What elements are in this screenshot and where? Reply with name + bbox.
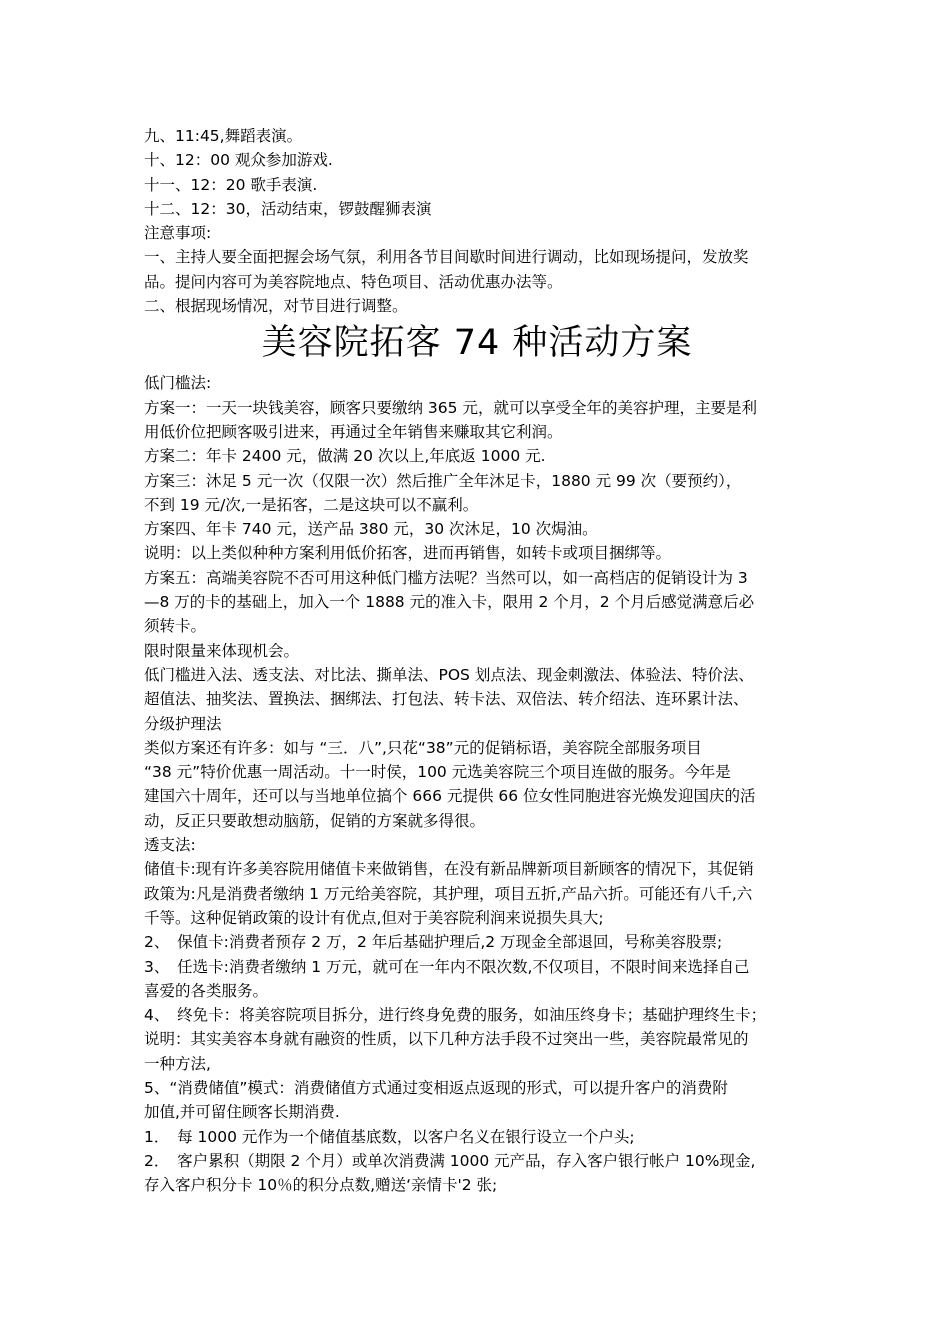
text-line: 十、12：00 观众参加游戏. [144, 151, 333, 170]
text-line: 千等。这种促销政策的设计有优点,但对于美容院利润来说损失具大; [144, 908, 604, 927]
text-line: 动，反正只要敢想动脑筋，促销的方案就多得很。 [144, 811, 486, 830]
text-line: 5、“消费储值”模式：消费储值方式通过变相返点返现的形式，可以提升客户的消费附 [144, 1078, 728, 1097]
text-line: 政策为:凡是消费者缴纳 1 万元给美容院，其护理，项目五折,产品六折。可能还有八千,六 [144, 884, 753, 903]
text-line: —8 万的卡的基础上，加入一个 1888 元的准入卡，限用 2 个月，2 个月后感觉满意后必 [144, 593, 755, 612]
text-line: 存入客户积分卡 10％的积分点数,赠送‘亲情卡'2 张; [144, 1176, 498, 1195]
text-line: 十一、12：20 歌手表演. [144, 175, 318, 194]
text-line: 说明：以上类似种种方案利用低价拓客，进而再销售，如转卡或项目捆绑等。 [144, 544, 672, 563]
text-line: 4、 终免卡：将美容院项目拆分，进行终身免费的服务，如油压终身卡；基础护理终生卡； [144, 1006, 767, 1025]
text-line: 低门槛进入法、透支法、对比法、撕单法、POS 划点法、现金刺激法、体验法、特价法、 [144, 665, 754, 684]
text-line: 十二、12：30，活动结束，锣鼓醒狮表演 [144, 199, 432, 218]
text-line: 2、 保值卡:消费者预存 2 万，2 年后基础护理后,2 万现金全部退回，号称美容股票; [144, 933, 723, 952]
text-line: 九、11:45,舞蹈表演。 [144, 127, 303, 145]
text-line: 一、主持人要全面把握会场气氛，利用各节目间歇时间进行调动，比如现场提问，发放奖 [144, 248, 749, 267]
text-line: 喜爱的各类服务。 [144, 981, 269, 1000]
text-line: 方案二：年卡 2400 元，做满 20 次以上,年底返 1000 元. [144, 447, 546, 466]
text-line: 限时限量来体现机会。 [144, 641, 300, 660]
text-line: 超值法、抽奖法、置换法、捆绑法、打包法、转卡法、双倍法、转介绍法、连环累计法、 [144, 690, 749, 709]
text-line: 3、 任选卡:消费者缴纳 1 万元，就可在一年内不限次数,不仅项目，不限时间来选择自己 [144, 957, 750, 976]
text-line: 不到 19 元/次,一是拓客，二是这块可以不赢利。 [144, 495, 479, 514]
schedule-section [144, 124, 810, 318]
text-line: 建国六十周年，还可以与当地单位搞个 666 元提供 66 位女性同胞进容光焕发迎国庆的活 [144, 787, 756, 806]
text-line: 分级护理法 [144, 714, 222, 733]
text-line: 方案五：高端美容院不否可用这种低门槛方法呢？当然可以，如一高档店的促销设计为 3 [144, 568, 748, 587]
text-line: 方案一：一天一块钱美容，顾客只要缴纳 365 元，就可以享受全年的美容护理，主要是利 [144, 398, 757, 417]
section-heading: 透支法: [144, 836, 196, 855]
text-line: 方案四、年卡 740 元，送产品 380 元，30 次沐足，10 次焗油。 [144, 520, 598, 539]
body-section [144, 371, 810, 1197]
text-line: 二、根据现场情况，对节目进行调整。 [144, 297, 408, 316]
text-line: 方案三：沐足 5 元一次（仅限一次）然后推广全年沐足卡，1880 元 99 次（要预约）， [144, 471, 742, 490]
text-line: 品。提问内容可为美容院地点、特色项目、活动优惠办法等。 [144, 272, 563, 291]
text-line: 类似方案还有许多：如与 “三．八”,只花“38”元的促销标语，美容院全部服务项目 [144, 738, 702, 757]
text-line: 须转卡。 [144, 617, 207, 636]
text-line: 1． 每 1000 元作为一个储值基底数，以客户名义在银行设立一个户头; [144, 1127, 635, 1146]
section-heading: 低门槛法: [144, 374, 212, 393]
text-line: “38 元”特价优惠一周活动。十一时侯，100 元选美容院三个项目连做的服务。今年是 [144, 763, 731, 782]
text-line: 加值,并可留住顾客长期消费. [144, 1103, 340, 1122]
text-line: 储值卡:现有许多美容院用储值卡来做销售，在没有新品牌新项目新顾客的情况下，其促销 [144, 860, 754, 879]
text-line: 2． 客户累积（期限 2 个月）或单次消费满 1000 元产品，存入客户银行帐户 10%现金, [144, 1151, 756, 1170]
text-line: 说明：其实美容本身就有融资的性质，以下几种方法手段不过突出一些，美容院最常见的 [144, 1030, 749, 1049]
text-line: 用低价位把顾客吸引进来，再通过全年销售来赚取其它利润。 [144, 422, 563, 441]
text-line: 一种方法, [144, 1054, 211, 1073]
section-heading: 注意事项: [144, 224, 212, 243]
document-title: 美容院拓客 74 种活动方案 [261, 323, 693, 364]
